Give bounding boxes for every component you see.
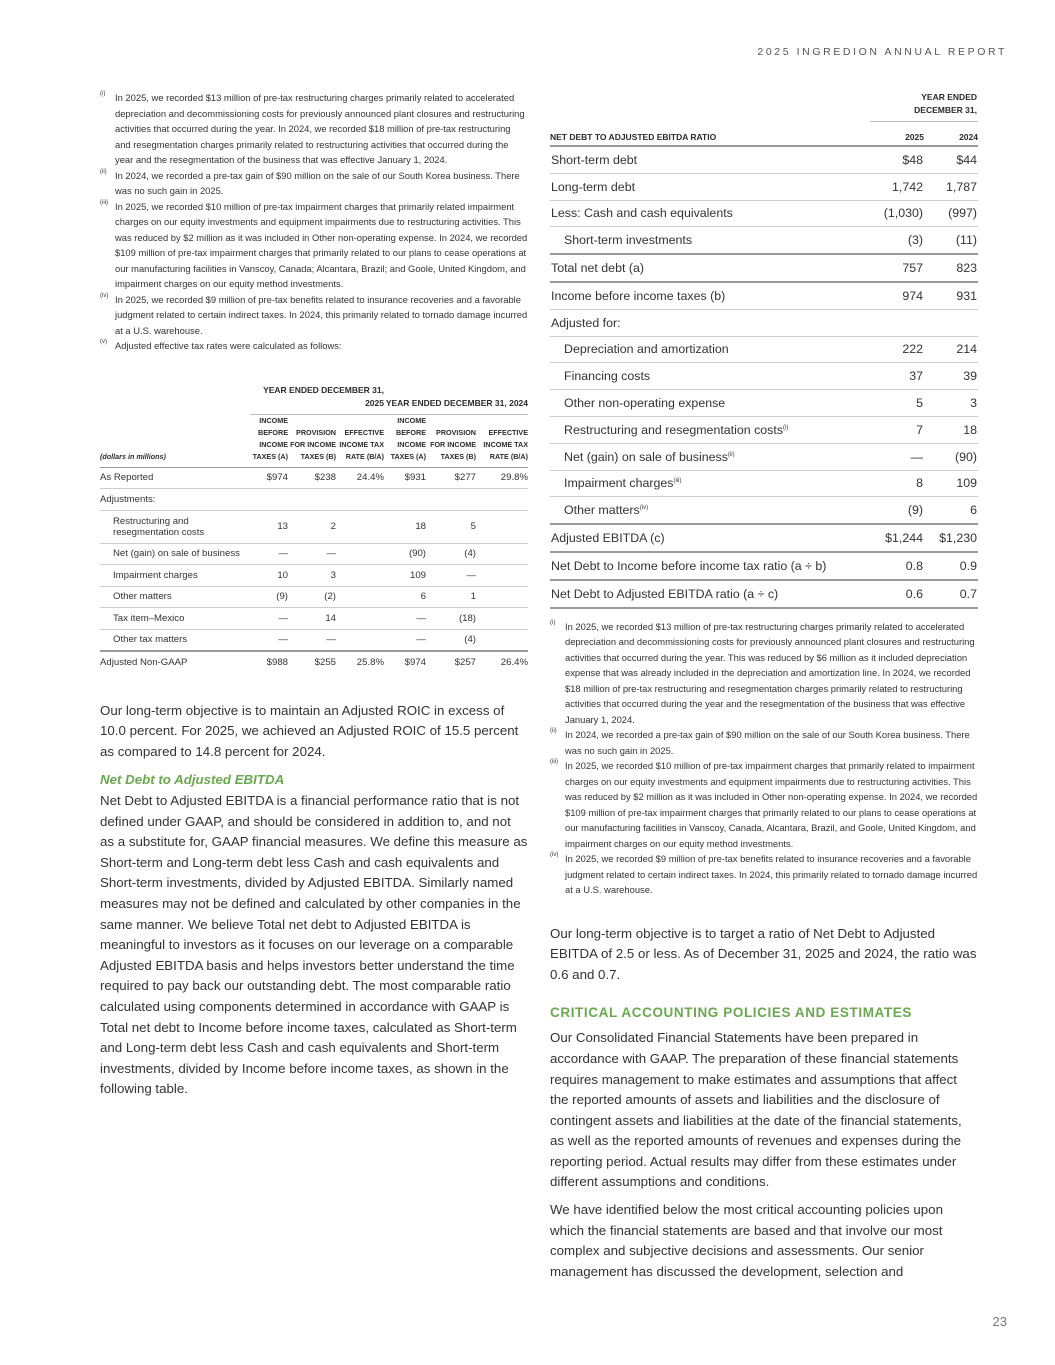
row-label (550, 470, 870, 497)
footnote (100, 292, 528, 339)
row-label: Less: Cash and cash equivalents (550, 200, 870, 227)
footnote (550, 619, 978, 728)
cell: — (250, 629, 288, 651)
units-label: (dollars in millions) (100, 414, 250, 467)
cell: (2) (288, 586, 336, 608)
cell (476, 629, 528, 651)
cell: (1,030) (870, 200, 924, 227)
cell: (9) (870, 497, 924, 524)
table-row (550, 282, 978, 309)
col-rate-2025: EFFECTIVE INCOME TAX RATE (B/A) (336, 414, 384, 467)
cell: — (250, 543, 288, 565)
cell: — (426, 565, 476, 587)
cell: — (288, 629, 336, 651)
footnote-text: In 2025, we recorded $13 million of pre-tax restructuring charges primarily related to accelerated depreciation and decommissioning costs for previously announced plant closures and restructuring activities that occurred during the year. In 2024, we recorded $18 million of pre-tax restructuring and resegmentation charges primarily related to restructuring activities that occurred during the year and the resegmentation of the business that was effective January 1, 2024. (115, 92, 525, 165)
table-row (550, 524, 978, 552)
row-label: As Reported (100, 467, 250, 489)
cell: (11) (924, 227, 978, 254)
footnote (100, 199, 528, 292)
row-label-text: Net (gain) on sale of business (564, 449, 728, 464)
table-row (550, 497, 978, 524)
left-footnotes (100, 90, 528, 354)
cell: 109 (384, 565, 426, 587)
footnote-mark: (i) (100, 91, 106, 97)
table-row (550, 336, 978, 363)
row-label: Tax item–Mexico (100, 608, 250, 630)
table-row (550, 200, 978, 227)
effective-tax-rate-table (100, 384, 528, 673)
cell: 6 (384, 586, 426, 608)
cell: 974 (870, 282, 924, 309)
cell: $238 (288, 467, 336, 489)
cell (250, 489, 288, 511)
cell: 6 (924, 497, 978, 524)
cell: $257 (426, 651, 476, 673)
ratio-objective-paragraph: Our long-term objective is to target a ratio of Net Debt to Adjusted EBITDA of 2.5 or less. As of December 31, 2025 and 2024, the ratio was 0.6 and 0.7. (550, 925, 977, 982)
table-row (550, 309, 978, 336)
table-row (100, 565, 528, 587)
footnote (100, 168, 528, 199)
cell: 222 (870, 336, 924, 363)
footnote (100, 338, 528, 354)
cell: 8 (870, 470, 924, 497)
footnote-ref: (i) (783, 424, 789, 431)
net-debt-heading: Net Debt to Adjusted EBITDA (100, 772, 285, 788)
cell: — (384, 608, 426, 630)
table-row (550, 443, 978, 470)
col-income-2024: INCOME BEFORE INCOME TAXES (A) (384, 414, 426, 467)
cell: 29.8% (476, 467, 528, 489)
row-label: Net (gain) on sale of business (100, 543, 250, 565)
cell (336, 510, 384, 543)
row-label: Total net debt (a) (550, 254, 870, 282)
cell: 14 (288, 608, 336, 630)
row-label (550, 416, 870, 443)
footnote (550, 851, 978, 898)
row-label-text: Impairment charges (564, 476, 674, 491)
cell (476, 489, 528, 511)
table-row (100, 608, 528, 630)
table-row (100, 651, 528, 673)
cell: — (384, 629, 426, 651)
cell: 39 (924, 363, 978, 390)
cell: $277 (426, 467, 476, 489)
cell: 5 (426, 510, 476, 543)
row-label-text: Other matters (564, 503, 640, 518)
cell (870, 309, 924, 336)
row-label: Net Debt to Adjusted EBITDA ratio (a ÷ c) (550, 580, 870, 608)
table-row (100, 467, 528, 489)
row-label: Other non-operating expense (550, 390, 870, 417)
cell: (997) (924, 200, 978, 227)
footnote-mark: (iii) (550, 759, 558, 766)
table-row (100, 543, 528, 565)
left-column (100, 90, 528, 1100)
footnote-text: In 2025, we recorded $13 million of pre-tax restructuring charges primarily related to accelerated depreciation and decommissioning costs for previously announced plant closures and restructuring activities that occurred during the year. This was reduced by $6 million as it included depreciation expense that was already included in the depreciation and amortization line. In 2024, we recorded $18 million of pre-tax restructuring and resegmentation charges primarily related to restructuring activities that occurred during the year and the resegmentation of the business that was effective January 1, 2024. (565, 620, 975, 725)
cell: 1,742 (870, 173, 924, 200)
table-row (550, 390, 978, 417)
cell: 26.4% (476, 651, 528, 673)
row-label: Restructuring and resegmentation costs (100, 510, 250, 543)
footnote-mark: (iv) (100, 292, 109, 299)
cell: 3 (288, 565, 336, 587)
cell: $974 (384, 651, 426, 673)
cell: $48 (870, 146, 924, 173)
footnote (550, 727, 978, 758)
cell: $931 (384, 467, 426, 489)
table-row (550, 416, 978, 443)
cell: 18 (384, 510, 426, 543)
row-label: Short-term debt (550, 146, 870, 173)
row-label: Adjusted EBITDA (c) (550, 524, 870, 552)
footnote-text: In 2024, we recorded a pre-tax gain of $90 million on the sale of our South Korea business. There was no such gain in 2025. (565, 729, 970, 756)
cell: 18 (924, 416, 978, 443)
row-label: Other matters (100, 586, 250, 608)
cell: 10 (250, 565, 288, 587)
cell: (4) (426, 629, 476, 651)
cell: 5 (870, 390, 924, 417)
footnote (550, 758, 978, 851)
cell: 3 (924, 390, 978, 417)
cell (476, 608, 528, 630)
cell: $255 (288, 651, 336, 673)
page-number: 23 (992, 1314, 1007, 1329)
row-label: Other tax matters (100, 629, 250, 651)
cell: $1,244 (870, 524, 924, 552)
cell (336, 489, 384, 511)
col-income-2025: INCOME BEFORE INCOME TAXES (A) (250, 414, 288, 467)
table-row (550, 254, 978, 282)
table-row (550, 173, 978, 200)
cell: 109 (924, 470, 978, 497)
right-footnotes (550, 619, 978, 898)
cell: 0.7 (924, 580, 978, 608)
cell: 25.8% (336, 651, 384, 673)
footnote-ref: (ii) (727, 451, 735, 458)
footnote-ref: (iii) (673, 478, 682, 485)
table-row (550, 227, 978, 254)
col-provision-2024: PROVISION FOR INCOME TAXES (B) (426, 414, 476, 467)
footnote-mark: (i) (550, 619, 556, 626)
footnote-mark: (ii) (550, 728, 557, 735)
cell (476, 510, 528, 543)
cell (336, 586, 384, 608)
row-label: Short-term investments (550, 227, 870, 254)
cell: (9) (250, 586, 288, 608)
cell: 7 (870, 416, 924, 443)
cell: 757 (870, 254, 924, 282)
cell (336, 608, 384, 630)
footnote-mark: (iv) (550, 852, 559, 859)
table-row (550, 146, 978, 173)
cell: 0.6 (870, 580, 924, 608)
footnote-mark: (iii) (100, 199, 108, 206)
cell: $974 (250, 467, 288, 489)
row-label: Long-term debt (550, 173, 870, 200)
year-2025-header: YEAR ENDED DECEMBER 31, 2025 (250, 384, 384, 415)
cell: 2 (288, 510, 336, 543)
cell (476, 586, 528, 608)
cell: — (288, 543, 336, 565)
col-2025: 2025 (870, 122, 924, 147)
net-debt-paragraph: Net Debt to Adjusted EBITDA is a financial performance ratio that is not defined under GAAP, and should be considered in addition to, and not as a substitute for, GAAP financial measures. We define this measure as Short-term and Long-term debt less Cash and cash equivalents and Short-term investments, divided by Adjusted EBITDA. Similarly named measures may not be defined and calculated by other companies in the same manner. We believe Total net debt to Adjusted EBITDA is meaningful to investors as it focuses on our leverage on a comparable Adjusted EBITDA basis and helps investors better understand the time required to pay back our outstanding debt. The most comparable ratio calculated using components determined in accordance with GAAP is Total net debt to Income before income taxes, calculated as Short-term and Long-term debt less Cash and cash equivalents and Short-term investments, divided by Income before income taxes, as shown in the following table. (100, 793, 528, 1097)
cell: (4) (426, 543, 476, 565)
critical-policies-heading: CRITICAL ACCOUNTING POLICIES AND ESTIMATES (550, 1005, 912, 1021)
footnote-text: In 2025, we recorded $10 million of pre-tax impairment charges that primarily related impairment charges on our equity investments and equipment impairments due to restructuring activities. This was reduced by $2 million as it was included in Other non-operating expense. In 2024, we recorded $109 million of pre-tax impairment charges that primarily related to our plans to cease operations at our manufacturing facilities in Vanscoy, Canada; Alcantara, Brazil; and Goole, United Kingdom, and impairment charges on our equity method investments. (115, 200, 528, 289)
cell (384, 489, 426, 511)
table-row (550, 363, 978, 390)
table-row (100, 629, 528, 651)
row-label: Income before income taxes (b) (550, 282, 870, 309)
cell: 13 (250, 510, 288, 543)
roic-paragraph: Our long-term objective is to maintain an Adjusted ROIC in excess of 10.0 percent. For 2025, we achieved an Adjusted ROIC of 15.5 percent as compared to 14.8 percent for 2024. (100, 702, 519, 759)
critical-policies-paragraph-2: We have identified below the most critical accounting policies upon which the financial statements are based and that involve our most complex and subjective decisions and assessments. Our senior management has discussed the development, selection and (550, 1202, 943, 1279)
footnote-text: Adjusted effective tax rates were calculated as follows: (115, 340, 342, 351)
table-row (550, 552, 978, 580)
row-label: Impairment charges (100, 565, 250, 587)
cell: 214 (924, 336, 978, 363)
row-label: Adjusted for: (550, 309, 870, 336)
cell (336, 543, 384, 565)
row-label (550, 497, 870, 524)
critical-policies-paragraph-1: Our Consolidated Financial Statements have been prepared in accordance with GAAP. The preparation of these financial statements requires management to make estimates and assumptions that affect the reported amounts of assets and liabilities and the disclosure of contingent assets and liabilities at the date of the financial statements, as well as the reported amounts of revenues and expenses during the reporting period. Actual results may differ from these estimates under different assumptions and conditions. (550, 1030, 962, 1190)
footnote-text: In 2025, we recorded $9 million of pre-tax benefits related to insurance recoveries and a favorable judgment related to certain indirect taxes. In 2024, this primarily related to tornado damage incurred at a U.S. warehouse. (565, 853, 978, 896)
cell: 931 (924, 282, 978, 309)
row-label: Net Debt to Income before income tax ratio (a ÷ b) (550, 552, 870, 580)
table-row (100, 510, 528, 543)
table-row (100, 489, 528, 511)
row-label (550, 443, 870, 470)
row-label: Financing costs (550, 363, 870, 390)
table-row (550, 580, 978, 608)
cell: $44 (924, 146, 978, 173)
row-label-text: Restructuring and resegmentation costs (564, 422, 784, 437)
cell: 37 (870, 363, 924, 390)
row-label: Adjusted Non-GAAP (100, 651, 250, 673)
col-rate-2024: EFFECTIVE INCOME TAX RATE (B/A) (476, 414, 528, 467)
col-2024: 2024 (924, 122, 978, 147)
cell (476, 543, 528, 565)
cell: (90) (924, 443, 978, 470)
ratio-table-title: NET DEBT TO ADJUSTED EBITDA RATIO (550, 122, 870, 147)
cell: — (250, 608, 288, 630)
net-debt-ratio-table (550, 90, 978, 609)
cell: 1 (426, 586, 476, 608)
footnote-mark: (ii) (100, 168, 107, 175)
footnote-text: In 2025, we recorded $9 million of pre-tax benefits related to insurance recoveries and a favorable judgment related to certain indirect taxes. In 2024, this primarily related to tornado damage incurred at a U.S. warehouse. (115, 293, 528, 336)
cell (336, 565, 384, 587)
cell (426, 489, 476, 511)
cell (924, 309, 978, 336)
table-row (550, 470, 978, 497)
cell: 24.4% (336, 467, 384, 489)
cell: 0.8 (870, 552, 924, 580)
cell: (3) (870, 227, 924, 254)
year-2024-header: YEAR ENDED DECEMBER 31, 2024 (384, 384, 528, 415)
cell (336, 629, 384, 651)
cell (476, 565, 528, 587)
row-label: Depreciation and amortization (550, 336, 870, 363)
right-column (550, 90, 978, 1282)
year-ended-header: YEAR ENDED DECEMBER 31, (870, 90, 978, 122)
cell: $1,230 (924, 524, 978, 552)
col-provision-2025: PROVISION FOR INCOME TAXES (B) (288, 414, 336, 467)
footnote-text: In 2024, we recorded a pre-tax gain of $90 million on the sale of our South Korea business. There was no such gain in 2025. (115, 169, 520, 196)
row-label: Adjustments: (100, 489, 250, 511)
report-header: 2025 INGREDION ANNUAL REPORT (757, 46, 1007, 58)
footnote-mark: (v) (100, 339, 107, 345)
cell: (18) (426, 608, 476, 630)
table-row (100, 586, 528, 608)
cell: 0.9 (924, 552, 978, 580)
cell: 823 (924, 254, 978, 282)
cell: 1,787 (924, 173, 978, 200)
cell: $988 (250, 651, 288, 673)
cell: — (870, 443, 924, 470)
cell (288, 489, 336, 511)
cell: (90) (384, 543, 426, 565)
footnote-text: In 2025, we recorded $10 million of pre-tax impairment charges that primarily related to impairment charges on our equity investments and equipment impairments due to restructuring activities. This was reduced by $2 million as it was included in Other non-operating expense. In 2024, we recorded $109 million of pre-tax impairment charges that primarily related to our plans to cease operations at our manufacturing facilities in Vanscoy, Canada, Alcantara, Brazil, and Goole, United Kingdom, and impairment charges on our equity method investments. (565, 760, 978, 849)
footnote (100, 90, 528, 168)
footnote-ref: (iv) (639, 505, 649, 512)
